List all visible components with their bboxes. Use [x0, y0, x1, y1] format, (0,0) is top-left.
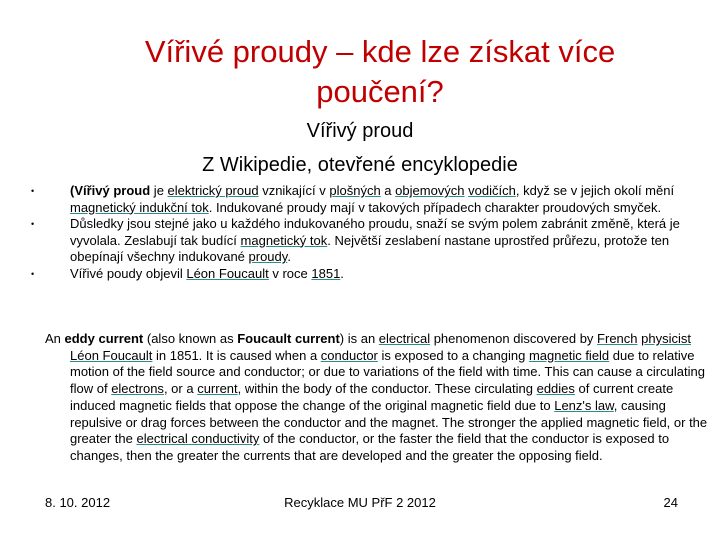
- text: v roce: [268, 265, 312, 281]
- text: , within the body of the conductor. These circulating: [237, 381, 537, 397]
- text: of the conductor, or the faster the field that the conductor is exposed to changes, then the greater the currents that are developed and the greater the opposing field.: [70, 431, 670, 463]
- text: a: [380, 183, 396, 198]
- bullet-item-consequences: [0, 216, 720, 266]
- link-french[interactable]: French: [597, 331, 638, 346]
- link-leon-foucault-en[interactable]: Léon Foucault: [70, 347, 153, 363]
- text: due to relative motion of the field source and conductor; or due to variations of the field with time. This can cause a circulating flow of: [70, 347, 705, 397]
- slide-title-line1: Vířivé proudy – kde lze získat více: [144, 34, 616, 69]
- bullet-item-definition: [0, 183, 720, 216]
- link-current[interactable]: current: [197, 381, 238, 397]
- link-plosnych[interactable]: plošných: [329, 183, 381, 198]
- text: Vířivé poudy objevil: [70, 265, 187, 281]
- text: of current create induced magnetic fields that oppose the change of the original magnetic field due to: [70, 381, 674, 413]
- slide-number: 24: [663, 495, 678, 510]
- text: is exposed to a changing: [377, 347, 529, 363]
- term-bold: (Vířivý proud: [70, 183, 151, 198]
- link-physicist[interactable]: physicist: [641, 331, 691, 346]
- link-magneticky-tok[interactable]: magnetický tok: [240, 232, 328, 248]
- link-magnetic-field[interactable]: magnetic field: [528, 347, 610, 363]
- link-conductor[interactable]: conductor: [320, 347, 378, 363]
- text: in 1851. It is caused when a: [152, 347, 321, 363]
- slide-title-line2: poučení?: [316, 74, 444, 109]
- footer-date: 8. 10. 2012: [45, 495, 111, 510]
- link-leon-foucault[interactable]: Léon Foucault: [186, 265, 269, 281]
- bullet-list: [0, 183, 720, 282]
- text: vznikající v: [258, 183, 330, 198]
- link-electrical[interactable]: electrical: [378, 331, 431, 346]
- text: phenomenon discovered by: [430, 331, 598, 346]
- text: je: [150, 183, 168, 198]
- text: (also known as: [143, 331, 238, 346]
- english-paragraph: [45, 331, 710, 465]
- bullet-item-discovery: [0, 266, 720, 283]
- footer-center: Recyklace MU PřF 2 2012: [284, 495, 436, 510]
- bullet-icon: •: [31, 268, 35, 279]
- text: . Největší zeslabení nastane uprostřed průřezu, protože ten obepínají všechny indukované: [70, 232, 670, 264]
- text: .: [340, 265, 344, 281]
- link-elektricky-proud[interactable]: elektrický proud: [167, 183, 259, 198]
- article-title: Vířivý proud: [306, 120, 414, 142]
- term-bold: eddy current: [64, 331, 144, 346]
- text: An: [45, 331, 65, 346]
- bullet-icon: •: [31, 186, 35, 196]
- slide-title: [40, 32, 720, 112]
- link-1851[interactable]: 1851: [311, 265, 341, 281]
- text: . Indukované proudy mají v takových případech charakter proudových smyček.: [208, 199, 662, 215]
- link-magneticky-indukcni-tok[interactable]: magnetický indukční tok: [70, 199, 209, 215]
- link-eddies[interactable]: eddies: [536, 381, 575, 397]
- text: , causing repulsive or drag forces between the conductor and the magnet. The stronger the applied magnetic field, or the greater the: [70, 397, 708, 447]
- article-source: Z Wikipedie, otevřené encyklopedie: [202, 154, 518, 176]
- link-objemovych[interactable]: objemových: [395, 183, 465, 198]
- link-electrical-conductivity[interactable]: electrical conductivity: [136, 431, 260, 447]
- text: Důsledky jsou stejné jako u každého indukovaného proudu, snaží se svým polem zabránit změně, která je vyvolala. Zeslabují tak budící: [70, 216, 680, 248]
- link-electrons[interactable]: electrons: [111, 381, 164, 397]
- link-lenzs-law[interactable]: Lenz's law: [554, 397, 614, 413]
- text: , or a: [163, 381, 198, 397]
- link-vodicich[interactable]: vodičích: [468, 183, 516, 198]
- bullet-icon: •: [31, 219, 35, 229]
- link-proudy[interactable]: proudy: [248, 249, 288, 264]
- text: ) is an: [339, 331, 379, 346]
- term-bold: Foucault current: [237, 331, 340, 346]
- text: , když se v jejich okolí mění: [515, 183, 675, 198]
- text: .: [287, 249, 291, 264]
